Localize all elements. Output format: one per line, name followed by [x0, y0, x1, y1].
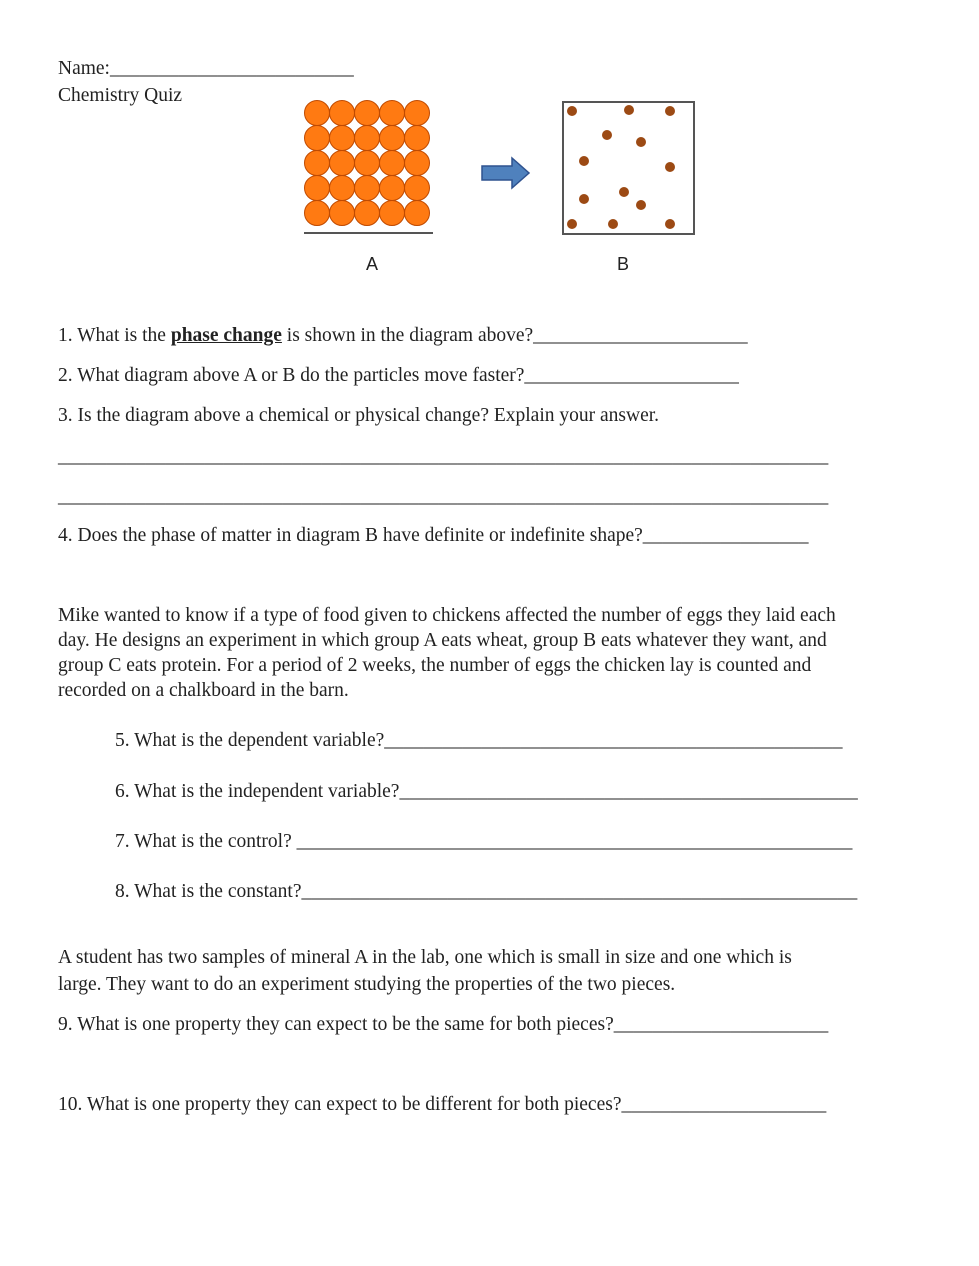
- question-1-emphasis: phase change: [170, 325, 282, 346]
- solid-particle: [305, 201, 330, 226]
- gas-particle: [608, 219, 618, 229]
- solid-particle: [405, 176, 430, 201]
- diagram-label-a: A: [366, 254, 379, 274]
- gas-particle: [579, 194, 589, 204]
- right-arrow-icon: [480, 156, 532, 190]
- experiment-line-3: group C eats protein. For a period of 2 weeks, the number of eggs the chicken lay is counted and: [58, 655, 812, 676]
- solid-particle-grid: [305, 101, 430, 226]
- question-10: 10. What is one property they can expect to be different for both pieces?_____________________: [58, 1094, 827, 1115]
- mineral-line-2: large. They want to do an experiment studying the properties of the two pieces.: [58, 974, 676, 995]
- page-title: Chemistry Quiz: [58, 85, 183, 106]
- experiment-line-4: recorded on a chalkboard in the barn.: [58, 680, 349, 701]
- gas-particle: [619, 187, 629, 197]
- solid-particle: [330, 176, 355, 201]
- question-7: 7. What is the control? _________________________________________________________: [115, 831, 853, 852]
- gas-particle: [665, 219, 675, 229]
- solid-particle: [405, 101, 430, 126]
- solid-particle: [330, 126, 355, 151]
- solid-particle: [330, 201, 355, 226]
- solid-particle: [405, 126, 430, 151]
- gas-particle: [665, 162, 675, 172]
- solid-particle: [380, 101, 405, 126]
- question-1-prefix: 1. What is the: [58, 325, 171, 346]
- gas-particles: [567, 105, 675, 229]
- solid-particle: [305, 151, 330, 176]
- question-2: 2. What diagram above A or B do the particles move faster?______________________: [58, 365, 739, 386]
- solid-particle: [305, 101, 330, 126]
- question-4: 4. Does the phase of matter in diagram B have definite or indefinite shape?_________________: [58, 525, 809, 546]
- question-8: 8. What is the constant?_________________________________________________________: [115, 881, 858, 902]
- solid-particle: [355, 126, 380, 151]
- gas-particle: [602, 130, 612, 140]
- solid-particle: [405, 151, 430, 176]
- experiment-line-1: Mike wanted to know if a type of food given to chickens affected the number of eggs they laid each: [58, 605, 836, 626]
- question-1: [58, 325, 748, 347]
- solid-particle: [355, 176, 380, 201]
- question-1-suffix: is shown in the diagram above?______________________: [281, 325, 748, 346]
- gas-particle: [636, 137, 646, 147]
- solid-particle: [405, 201, 430, 226]
- gas-particle: [567, 106, 577, 116]
- solid-particle: [355, 101, 380, 126]
- gas-particle: [665, 106, 675, 116]
- solid-particle: [380, 176, 405, 201]
- mineral-line-1: A student has two samples of mineral A in the lab, one which is small in size and one which is: [58, 947, 792, 968]
- answer-line-1: _______________________________________________________________________________: [58, 446, 829, 467]
- solid-diagram-a: [300, 97, 435, 237]
- name-field-label: Name:_________________________: [58, 58, 354, 79]
- solid-particle: [380, 151, 405, 176]
- gas-diagram-b: [560, 99, 698, 237]
- solid-particle: [380, 126, 405, 151]
- solid-particle: [330, 151, 355, 176]
- gas-particle: [567, 219, 577, 229]
- question-5: 5. What is the dependent variable?_______________________________________________: [115, 730, 843, 751]
- gas-particle: [624, 105, 634, 115]
- solid-particle: [330, 101, 355, 126]
- solid-particle: [305, 176, 330, 201]
- solid-particle: [305, 126, 330, 151]
- solid-particle: [380, 201, 405, 226]
- answer-line-2: _______________________________________________________________________________: [58, 486, 829, 507]
- gas-particle: [579, 156, 589, 166]
- question-9: 9. What is one property they can expect to be the same for both pieces?______________________: [58, 1014, 829, 1035]
- diagram-label-b: B: [617, 254, 630, 274]
- solid-particle: [355, 151, 380, 176]
- question-6: 6. What is the independent variable?_______________________________________________: [115, 781, 858, 802]
- experiment-line-2: day. He designs an experiment in which group A eats wheat, group B eats whatever they want, and: [58, 630, 827, 651]
- question-3: 3. Is the diagram above a chemical or physical change? Explain your answer.: [58, 405, 660, 426]
- gas-particle: [636, 200, 646, 210]
- solid-particle: [355, 201, 380, 226]
